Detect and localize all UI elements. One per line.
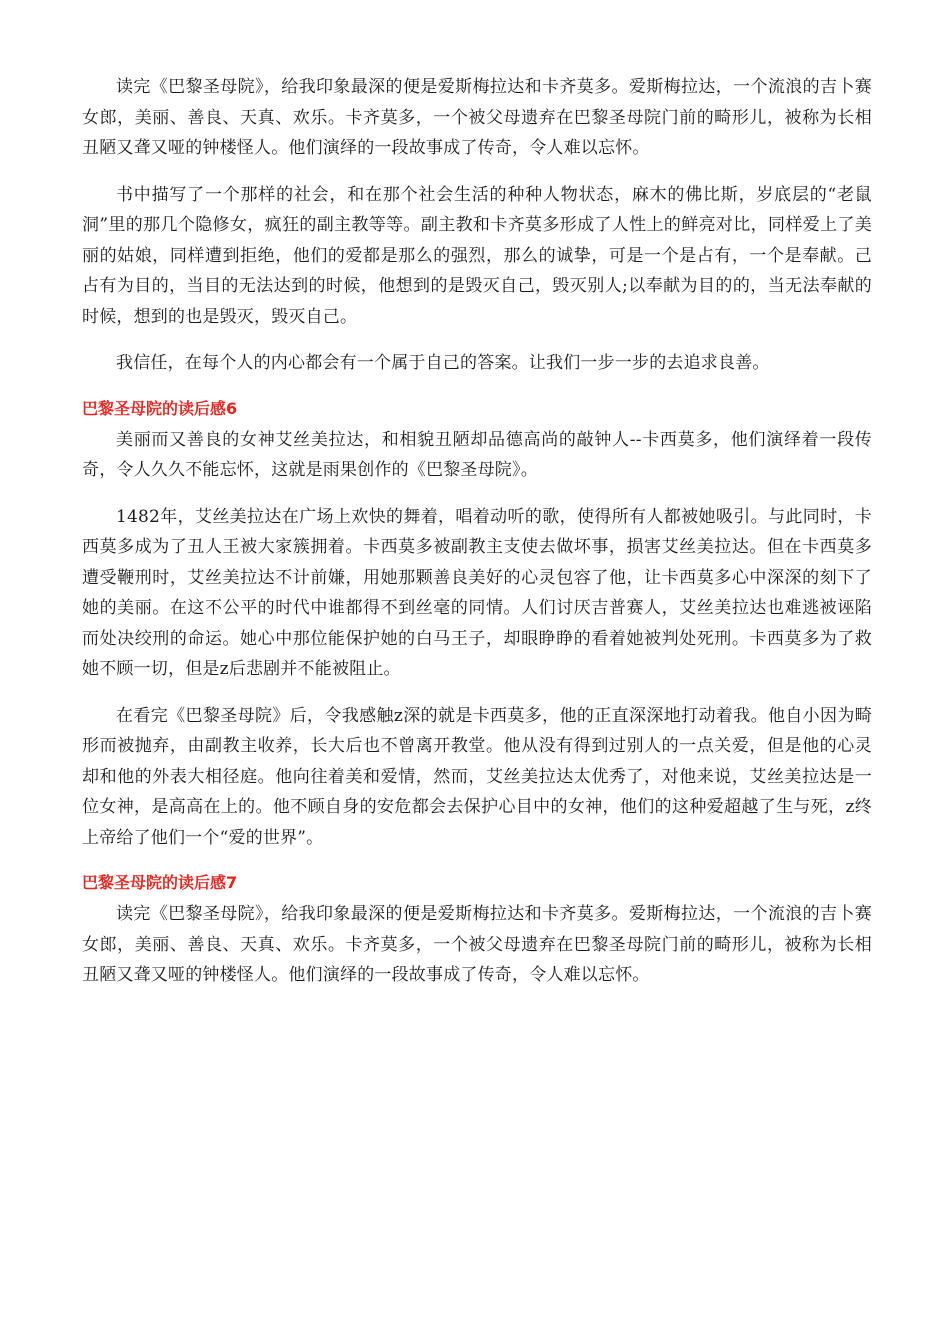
paragraph: 书中描写了一个那样的社会，和在那个社会生活的种种人物状态，麻木的佛比斯，岁底层的“老鼠洞”里的那几个隐修女，疯狂的副主教等等。副主教和卡齐莫多形成了人性上的鲜亮对比，同样爱上了美丽的姑娘，同样遭到拒绝，他们的爱都是那么的强烈，那么的诚挚，可是一个是占有，一个是奉献。己占有为目的，当目的无法达到的时候，他想到的是毁灭自己，毁灭别人;以奉献为目的的，当无法奉献的时候，想到的也是毁灭，毁灭自己。	[82, 184, 872, 327]
paragraph: 在看完《巴黎圣母院》后，令我感触z深的就是卡西莫多，他的正直深深地打动着我。他自小因为畸形而被抛弃，由副教主收养，长大后也不曾离开教堂。他从没有得到过别人的一点关爱，但是他的心灵却和他的外表大相径庭。他向往着美和爱情，然而，艾丝美拉达太优秀了，对他来说，艾丝美拉达是一位女神，是高高在上的。他不顾自身的安危都会去保护心目中的女神，他们的这种爱超越了生与死，z终上帝给了他们一个“爱的世界”。	[82, 705, 872, 848]
document-page	[82, 72, 872, 1007]
section-heading: 巴黎圣母院的读后感6	[82, 398, 238, 418]
section-heading: 巴黎圣母院的读后感7	[82, 873, 238, 892]
paragraph: 美丽而又善良的女神艾丝美拉达，和相貌丑陋却品德高尚的敲钟人--卡西莫多，他们演绎着一段传奇，令人久久不能忘怀，这就是雨果创作的《巴黎圣母院》。	[82, 429, 872, 480]
paragraph: 读完《巴黎圣母院》，给我印象最深的便是爱斯梅拉达和卡齐莫多。爱斯梅拉达，一个流浪的吉卜赛女郎，美丽、善良、天真、欢乐。卡齐莫多，一个被父母遗弃在巴黎圣母院门前的畸形儿，被称为长相丑陋又聋又哑的钟楼怪人。他们演绎的一段故事成了传奇，令人难以忘怀。	[82, 904, 872, 985]
paragraph: 1482年，艾丝美拉达在广场上欢快的舞着，唱着动听的歌，使得所有人都被她吸引。与此同时，卡西莫多成为了丑人王被大家簇拥着。卡西莫多被副教主支使去做坏事，损害艾丝美拉达。但在卡西莫多遭受鞭刑时，艾丝美拉达不计前嫌，用她那颗善良美好的心灵包容了他，让卡西莫多心中深深的刻下了她的美丽。在这不公平的时代中谁都得不到丝毫的同情。人们讨厌吉普赛人，艾丝美拉达也难逃被诬陷而处决绞刑的命运。她心中那位能保护她的白马王子，却眼睁睁的看着她被判处死刑。卡西莫多为了救她不顾一切，但是z后悲剧并不能被阻止。	[82, 506, 872, 679]
paragraph: 我信任，在每个人的内心都会有一个属于自己的答案。让我们一步一步的去追求良善。	[116, 353, 770, 373]
paragraph: 读完《巴黎圣母院》，给我印象最深的便是爱斯梅拉达和卡齐莫多。爱斯梅拉达，一个流浪的吉卜赛女郎，美丽、善良、天真、欢乐。卡齐莫多，一个被父母遗弃在巴黎圣母院门前的畸形儿，被称为长相丑陋又聋又哑的钟楼怪人。他们演绎的一段故事成了传奇，令人难以忘怀。	[82, 77, 872, 158]
